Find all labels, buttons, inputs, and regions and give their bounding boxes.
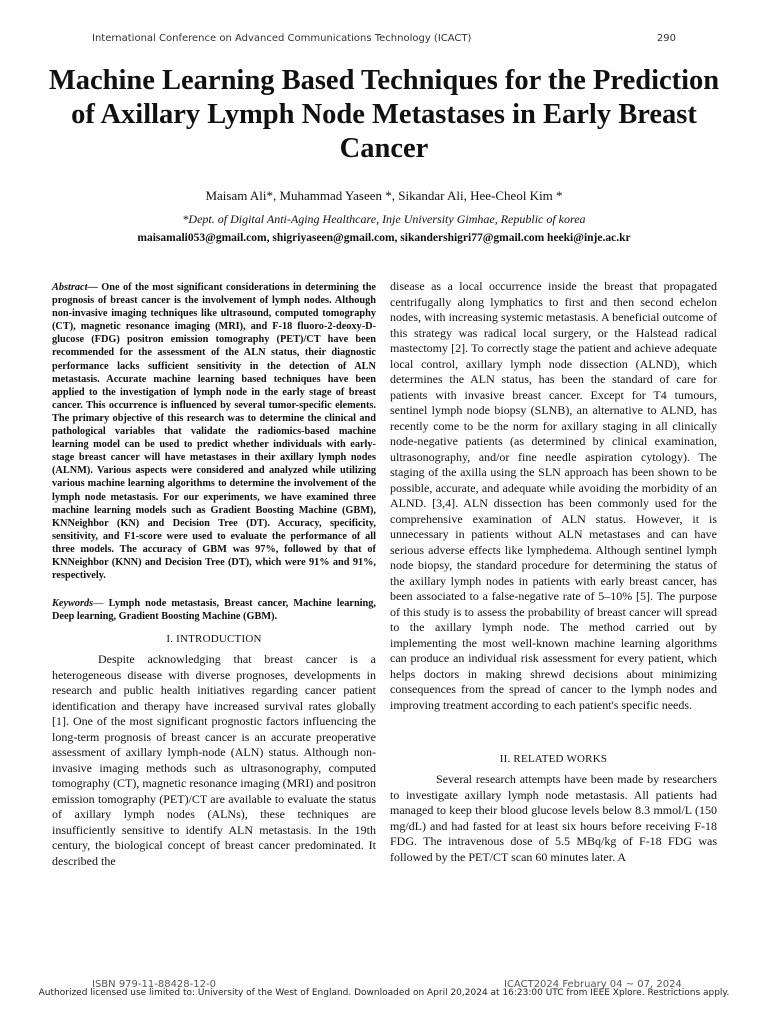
- abstract-dash: —: [87, 282, 102, 293]
- section-heading-related-works: II. RELATED WORKS: [499, 753, 608, 765]
- footer-conference-date: ICACT2024 February 04 ~ 07, 2024: [504, 979, 682, 990]
- keywords-text: Lymph node metastasis, Breast cancer, Machine learning, Deep learning, Gradient Boosting Machine (GBM).: [52, 598, 376, 623]
- introduction-continued: disease as a local occurrence inside the breast that propagated centrifugally along lymphatics to first and then second echelon nodes, with increasing systemic metastasis. A beneficial outcome of this strategy was radical local surgery, or the Halstead radical mastectomy [2]. To correctly stage the patient and achieve adequate local control, axillary lymph node dissection (ALND), which determines the ALN status, has been the standard of care for patients with invasive breast cancer. Except for T4 tumours, sentinel lymph node biopsy (SLNB), an alternative to ALND, has recently come to be the norm for axillary staging in all clinically node-negative patients (as determined by clinical examination, ultrasonography, and/or fine needle aspiration cytology). The staging of the axilla using the SLN approach has been shown to be possible, accurate, and adequate while avoiding the morbidity of an ALND. [3,4]. ALN dissection has been commonly used for the comprehensive examination of ALN status. However, it is unnecessary in patients without ALN metastases and can have serious adverse effects like lymphedema. Although sentinel lymph node biopsy, the standard procedure for determining the status of the axillary lymph nodes in patients with early breast cancer, has been associated to a false-negative rate of 5–10% [5]. The purpose of this study is to assess the probability of breast cancer will spread to the axillary lymph node. The method carried out by implementing the most well-known machine learning algorithms can produce an individual risk assessment for every patient, which helps doctors in making shrewd decisions about minimizing consequences from the spread of cancer to the lymph nodes and improving treatment according to each patient's specific needs.: [390, 279, 717, 712]
- abstract: [52, 281, 376, 582]
- running-header: [92, 33, 676, 44]
- affiliation: *Dept. of Digital Anti-Aging Healthcare, Inje University Gimhae, Republic of korea: [182, 212, 586, 226]
- related-works-section: [390, 753, 717, 865]
- section-heading-introduction: I. INTRODUCTION: [166, 633, 262, 646]
- author-list: Maisam Ali*, Muhammad Yaseen *, Sikandar Ali, Hee-Cheol Kim *: [205, 188, 563, 203]
- right-column: [390, 279, 717, 865]
- keywords-dash: —: [93, 598, 109, 610]
- introduction-paragraph: Despite acknowledging that breast cancer is a heterogeneous disease with diverse prognoses, developments in research and public health initiatives regarding cancer patient identification and therapy have increased survival rates globally [1]. One of the most significant prognostic factors influencing the long-term prognosis of breast cancer is an accurate preoperative assessment of axillary lymph-node (ALN) status. Although non-invasive imaging methods such as ultrasonography, computed tomography (CT), magnetic resonance imaging (MRI) and positron emission tomography (PET)/CT are available to evaluate the status of axillary lymph nodes (ALNs), these techniques are insufficiently sensitive to identify ALN metastasis. In the 19th century, the biological concept of breast cancer predominated. It described the: [52, 652, 376, 868]
- left-column: [52, 281, 376, 869]
- conference-name: International Conference on Advanced Communications Technology (ICACT): [92, 33, 472, 44]
- related-works-paragraph: Several research attempts have been made by researchers to investigate axillary lymph node metastasis. All patients had managed to keep their blood glucose levels below 8.3 mmol/L (150 mg/dL) and had fasted for at least six hours before receiving F-18 FDG. The intravenous dose of 5.5 MBq/kg of F-18 FDG was followed by the PET/CT scan 60 minutes later. A: [390, 772, 717, 864]
- license-notice: Authorized licensed use limited to: University of the West of England. Downloaded on April 20,2024 at 16:23:00 UTC from IEEE Xplore. Restrictions apply.: [38, 988, 730, 998]
- page-number: 290: [656, 33, 676, 44]
- author-emails: maisamali053@gmail.com, shigriyaseen@gmail.com, sikandershigri77@gmail.com heeki@inje.ac.kr: [137, 232, 631, 244]
- paper-title: Machine Learning Based Techniques for the Prediction of Axillary Lymph Node Metastases in Early Breast Cancer: [48, 65, 720, 164]
- footer-isbn: ISBN 979-11-88428-12-0: [92, 979, 216, 990]
- abstract-label: Abstract: [52, 282, 88, 293]
- abstract-text: One of the most significant considerations in determining the prognosis of breast cancer is the involvement of lymph nodes. Although non-invasive imaging techniques like ultrasound, computed tomography (CT), magnetic resonance imaging (MRI), and F-18 fluoro-2-deoxy-D-glucose (FDG) positron emission tomography (PET)/CT have been recommended for the assessment of the ALN status, their diagnostic performance lacks sufficient sensitivity in the detection of ALN metastasis. Accurate machine learning based techniques have been applied to the investigation of lymph node in the early stage of breast cancer. This occurrence is influenced by several tumor-specific elements. The primary objective of this research was to determine the clinical and pathological variables that validate the radiomics-based machine learning model can be used to predict whether individuals with early-stage breast cancer will have metastases in their axillary lymph nodes (ALNM). Various aspects were considered and analyzed while utilizing various machine learning algorithms to determine the involvement of the lymph node metastasis. For our experiments, we have examined three machine learning models such as Gradient Boosting Machine (GBM), KNNeighbor (KN) and Decision Tree (DT). Accuracy, specificity, sensitivity, and F1-score were used to evaluate the performance of all three models. The accuracy of GBM was 97%, followed by that of KNNeighbor (KNN) and Decision Tree (DT), which were 91% and 91%, respectively.: [52, 282, 377, 582]
- keywords-label: Keywords: [52, 598, 94, 610]
- keywords: [52, 597, 376, 623]
